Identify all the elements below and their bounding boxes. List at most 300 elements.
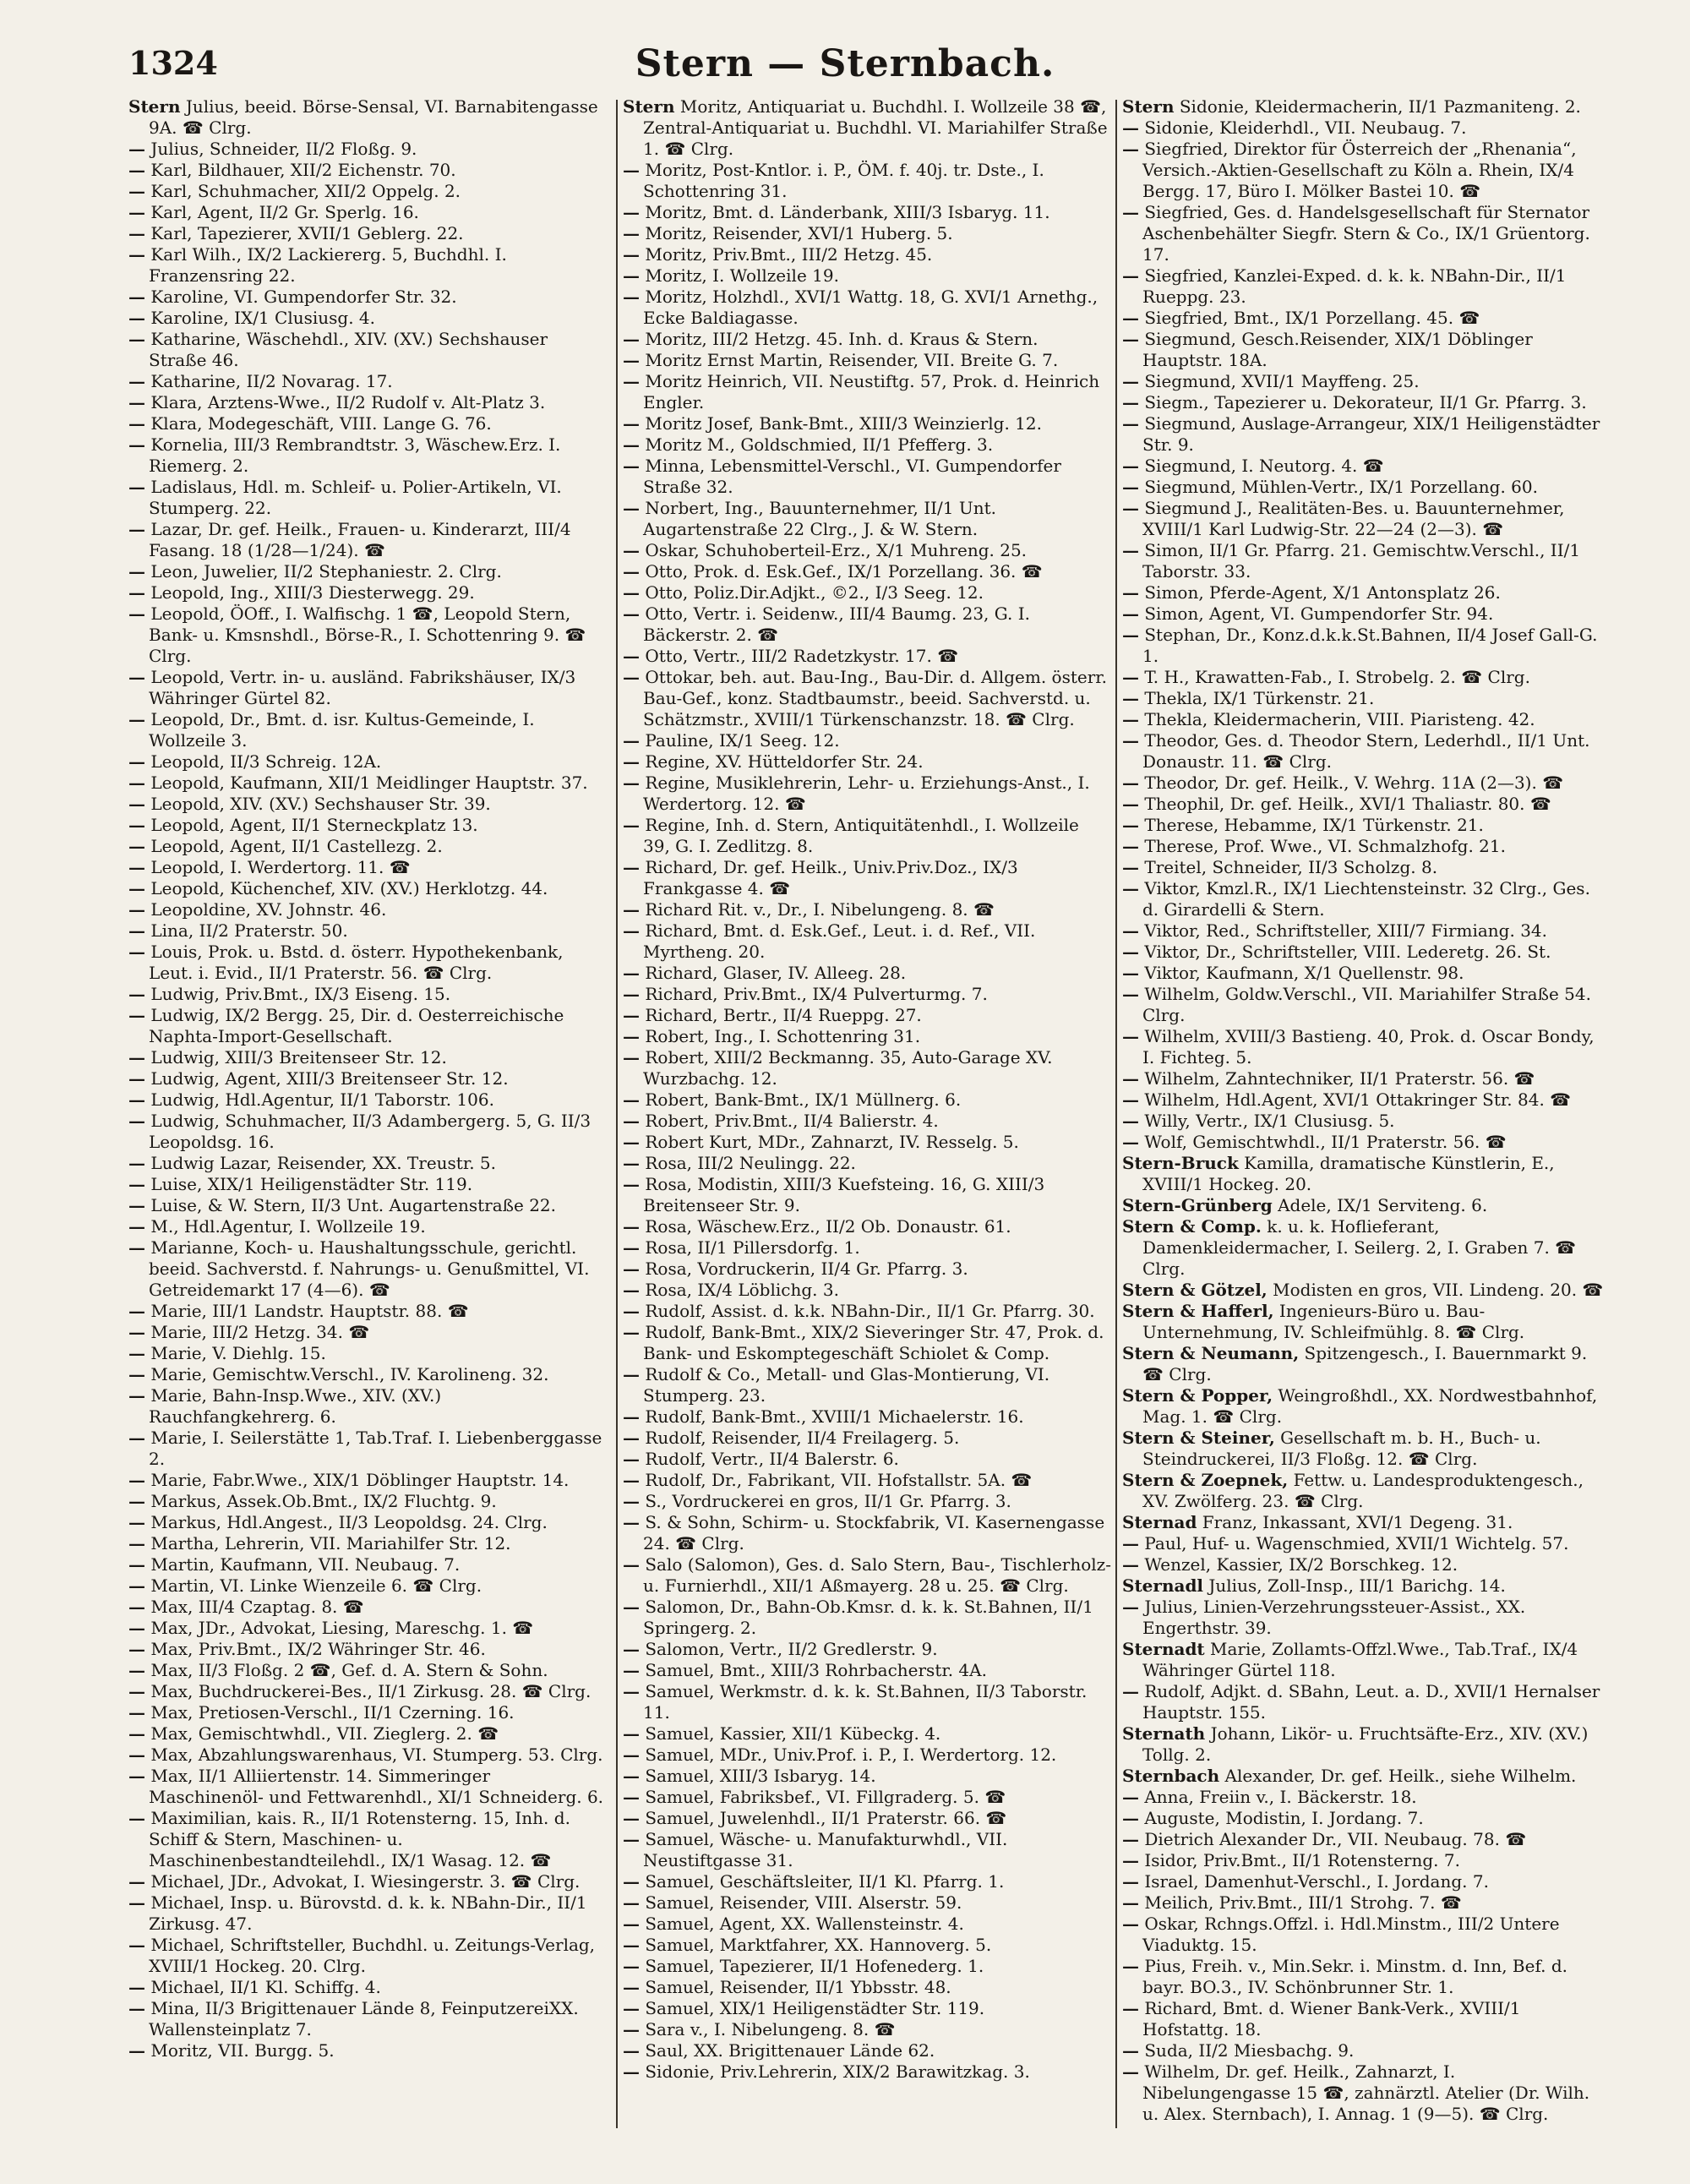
entry-surname: — [128,160,145,180]
directory-entry [128,519,610,561]
directory-entry [623,1998,1111,2019]
directory-entry [1122,1512,1604,1533]
entry-surname: — [623,751,640,772]
entry-surname: — [128,1322,145,1342]
directory-entry [1122,730,1604,773]
entry-surname: — [1122,202,1139,222]
directory-entry [128,181,610,202]
entry-text: Isidor, Priv.Bmt., II/1 Rotensterng. 7. [1144,1850,1460,1870]
entry-surname: — [623,160,640,180]
entry-text: Karl, Schuhmacher, XII/2 Oppelg. 2. [150,181,461,201]
directory-entry [1122,498,1604,540]
entry-surname: — [1122,1871,1139,1892]
entry-text: Viktor, Red., Schriftsteller, XIII/7 Firmiang. 34. [1144,920,1547,941]
directory-entry [128,202,610,223]
entry-text: Ingenieurs-Büro u. Bau-Unternehmung, IV. Schleifmühlg. 8. ☎ Clrg. [1142,1301,1525,1342]
directory-entry [1122,1301,1604,1343]
entry-text: Katharine, II/2 Novarag. 17. [150,371,393,391]
entry-surname: — [1122,1998,1139,2018]
entry-surname: — [623,1026,640,1046]
entry-text: Marie, V. Diehlg. 15. [150,1343,326,1363]
entry-text: Siegmund, Auslage-Arrangeur, XIX/1 Heiligenstädter Str. 9. [1142,413,1600,455]
directory-entry [1122,878,1604,920]
entry-surname: — [128,434,145,455]
entry-text: Siegm., Tapezierer u. Dekorateur, II/1 Gr. Pfarrg. 3. [1144,392,1587,412]
directory-entry [128,1744,610,1766]
entry-surname: Stern & Steiner, [1122,1428,1275,1448]
entry-text: Katharine, Wäschehdl., XIV. (XV.) Sechshauser Straße 46. [149,329,548,370]
directory-entry [128,477,610,519]
entry-text: Rudolf & Co., Metall- und Glas-Montierung, VI. Stumperg. 23. [643,1364,1050,1406]
entry-text: Rudolf, Assist. d. k.k. NBahn-Dir., II/1 Gr. Pfarrg. 30. [645,1301,1095,1321]
entry-surname: Stern & Zoepnek, [1122,1470,1289,1490]
entry-text: Richard Rit. v., Dr., I. Nibelungeng. 8. ☎ [645,899,995,920]
entry-text: Moritz, Bmt. d. Länderbank, XIII/3 Isbaryg. 11. [645,202,1050,222]
entry-surname: — [623,456,640,476]
directory-entry [128,139,610,160]
entry-text: Rudolf, Bank-Bmt., XIX/2 Sieveringer Str. 47, Prok. d. Bank- und Eskomptegeschäft Schiolet & Comp. [643,1322,1104,1363]
entry-text: Ludwig Lazar, Reisender, XX. Treustr. 5. [150,1153,497,1173]
entry-surname: — [623,2040,640,2061]
entry-surname: — [623,1744,640,1765]
directory-entry [623,223,1111,244]
entry-surname: — [128,1385,145,1406]
entry-text: Julius, Schneider, II/2 Floßg. 9. [150,139,417,159]
directory-entry [128,1491,610,1512]
running-head: Stern — Sternbach. [635,42,1055,85]
entry-text: Samuel, XIII/3 Isbaryg. 14. [645,1766,876,1786]
directory-column-2 [623,96,1111,2159]
directory-entry [623,1216,1111,1237]
entry-surname: — [128,878,145,898]
directory-entry [623,1597,1111,1639]
entry-text: Samuel, Kassier, XII/1 Kübeckg. 4. [645,1723,941,1744]
entry-surname: — [623,1005,640,1025]
entry-surname: Stern & Popper, [1122,1385,1273,1406]
entry-surname: — [623,603,640,624]
entry-text: Marie, I. Seilerstätte 1, Tab.Traf. I. Liebenberggasse 2. [149,1428,602,1469]
entry-surname: — [128,1871,145,1892]
entry-text: Stephan, Dr., Konz.d.k.k.St.Bahnen, II/4 Josef Gall-G. 1. [1142,625,1598,666]
entry-surname: Stern & Götzel, [1122,1280,1268,1300]
directory-entry [623,1660,1111,1681]
entry-text: Simon, Agent, VI. Gumpendorfer Str. 94. [1144,603,1494,624]
directory-entry [1122,1808,1604,1829]
directory-entry [128,1111,610,1153]
directory-entry [623,603,1111,646]
directory-entry [128,287,610,308]
directory-entry [1122,96,1604,117]
directory-entry [1122,1470,1604,1512]
directory-entry [128,878,610,899]
entry-text: Luise, XIX/1 Heiligenstädter Str. 119. [150,1174,473,1194]
entry-text: Fettw. u. Landesproduktengesch., XV. Zwölferg. 23. ☎ Clrg. [1142,1470,1584,1511]
directory-entry [1122,1575,1604,1597]
entry-text: Ludwig, XIII/3 Breitenseer Str. 12. [150,1047,447,1067]
entry-text: Therese, Prof. Wwe., VI. Schmalzhofg. 21. [1144,836,1506,856]
entry-text: Maximilian, kais. R., II/1 Rotensterng. 15, Inh. d. Schiff & Stern, Maschinen- u. Maschinenbestandteilehdl., IX/1 Wasag. 12. ☎ [149,1808,570,1870]
entry-text: Klara, Arztens-Wwe., II/2 Rudolf v. Alt-Platz 3. [150,392,546,412]
entry-text: Gesellschaft m. b. H., Buch- u. Steindruckerei, II/3 Floßg. 12. ☎ Clrg. [1142,1428,1541,1469]
directory-entry [623,1174,1111,1216]
entry-text: Viktor, Kmzl.R., IX/1 Liechtensteinstr. 32 Clrg., Ges. d. Girardelli & Stern. [1142,878,1590,920]
entry-text: Marie, Fabr.Wwe., XIX/1 Döblinger Hauptstr. 14. [150,1470,570,1490]
entry-text: Anna, Freiin v., I. Bäckerstr. 18. [1144,1787,1417,1807]
entry-text: Minna, Lebensmittel-Verschl., VI. Gumpendorfer Straße 32. [643,456,1061,497]
entry-text: Israel, Damenhut-Verschl., I. Jordang. 7. [1144,1871,1489,1892]
entry-surname: — [623,1406,640,1427]
entry-surname: — [128,329,145,349]
entry-text: Leopold, I. Werdertorg. 11. ☎ [150,857,411,877]
entry-surname: — [623,287,640,307]
directory-entry [1122,139,1604,202]
directory-entry [128,434,610,477]
directory-entry [623,244,1111,265]
entry-surname: — [623,1132,640,1152]
entry-text: Karoline, VI. Gumpendorfer Str. 32. [150,287,457,307]
directory-entry [128,1618,610,1639]
entry-text: Samuel, Juwelenhdl., II/1 Praterstr. 66. ☎ [645,1808,1007,1828]
entry-surname: — [1122,625,1139,645]
entry-text: Marie, III/2 Hetzg. 34. ☎ [150,1322,370,1342]
directory-entry [623,265,1111,287]
directory-entry [623,287,1111,329]
entry-surname: — [128,1216,145,1237]
entry-surname: — [128,561,145,581]
directory-entry [1122,1111,1604,1132]
directory-entry [1122,117,1604,139]
directory-entry [128,1892,610,1935]
entry-surname: — [1122,1914,1139,1934]
entry-text: Meilich, Priv.Bmt., III/1 Strohg. 7. ☎ [1144,1892,1462,1913]
entry-surname: — [1122,1956,1139,1976]
entry-text: Karl, Bildhauer, XII/2 Eichenstr. 70. [150,160,456,180]
entry-surname: — [623,1428,640,1448]
directory-entry [1122,413,1604,456]
directory-entry [128,392,610,413]
directory-entry [128,1766,610,1808]
directory-entry [623,1554,1111,1597]
directory-entry [1122,1723,1604,1766]
entry-text: Max, Buchdruckerei-Bes., II/1 Zirkusg. 28. ☎ Clrg. [150,1681,592,1701]
entry-text: Siegfried, Kanzlei-Exped. d. k. k. NBahn-Dir., II/1 Rueppg. 23. [1142,265,1567,307]
entry-surname: — [128,1533,145,1553]
entry-text: Samuel, Werkmstr. d. k. k. St.Bahnen, II/3 Taborstr. 11. [643,1681,1088,1723]
entry-surname: — [128,1512,145,1532]
entry-surname: — [623,1597,640,1617]
directory-entry [1122,688,1604,709]
entry-text: Weingroßhdl., XX. Nordwestbahnhof, Mag. 1. ☎ Clrg. [1142,1385,1598,1427]
directory-entry [623,582,1111,603]
entry-text: Moritz, VII. Burgg. 5. [150,2040,335,2061]
directory-entry [623,920,1111,963]
directory-entry [623,1089,1111,1111]
entry-text: Leopold, Dr., Bmt. d. isr. Kultus-Gemeinde, I. Wollzeile 3. [149,709,535,751]
entry-surname: — [128,1111,145,1131]
entry-text: Viktor, Kaufmann, X/1 Quellenstr. 98. [1144,963,1464,983]
entry-surname: — [623,1914,640,1934]
directory-entry [128,1322,610,1343]
entry-text: Moritz M., Goldschmied, II/1 Pfefferg. 3. [645,434,994,455]
directory-entry [128,1047,610,1068]
entry-text: Michael, II/1 Kl. Schiffg. 4. [150,1977,381,1997]
directory-entry [128,413,610,434]
entry-surname: — [128,1998,145,2018]
entry-surname: — [623,582,640,603]
entry-surname: — [128,942,145,962]
entry-text: Rosa, Vordruckerin, II/4 Gr. Pfarrg. 3. [645,1259,968,1279]
entry-text: Franz, Inkassant, XVI/1 Degeng. 31. [1202,1512,1513,1532]
entry-surname: — [128,2040,145,2061]
directory-entry [1122,1787,1604,1808]
entry-surname: — [128,1597,145,1617]
entry-surname: — [623,1449,640,1469]
entry-text: Alexander, Dr. gef. Heilk., siehe Wilhelm. [1224,1766,1577,1786]
entry-surname: — [128,287,145,307]
entry-text: Siegmund J., Realitäten-Bes. u. Bauunternehmer, XVIII/1 Karl Ludwig-Str. 22—24 (2—3). ☎ [1142,498,1565,539]
entry-text: Simon, Pferde-Agent, X/1 Antonsplatz 26. [1144,582,1501,603]
directory-entry [623,1406,1111,1428]
directory-entry [1122,1068,1604,1089]
entry-text: Wilhelm, Zahntechniker, II/1 Praterstr. 56. ☎ [1144,1068,1535,1089]
directory-entry [1122,1914,1604,1956]
entry-surname: — [623,265,640,286]
directory-entry [623,857,1111,899]
entry-text: Ludwig, Hdl.Agentur, II/1 Taborstr. 106. [150,1089,494,1110]
entry-text: Markus, Assek.Ob.Bmt., IX/2 Fluchtg. 9. [150,1491,497,1511]
entry-text: Robert, Priv.Bmt., II/4 Balierstr. 4. [645,1111,939,1131]
entry-surname: — [128,1237,145,1258]
directory-entry [128,1195,610,1216]
directory-entry [623,1301,1111,1322]
entry-text: Max, JDr., Advokat, Liesing, Mareschg. 1. ☎ [150,1618,534,1638]
directory-entry [128,1512,610,1533]
directory-entry [128,96,610,139]
directory-entry [1122,477,1604,498]
entry-surname: — [128,1744,145,1765]
entry-text: Samuel, Reisender, II/1 Ybbsstr. 48. [645,1977,951,1997]
entry-text: Johann, Likör- u. Fruchtsäfte-Erz., XIV. (XV.) Tollg. 2. [1142,1723,1589,1765]
directory-entry [128,857,610,878]
entry-surname: — [128,582,145,603]
directory-entry [623,1153,1111,1174]
entry-text: Samuel, Reisender, VIII. Alserstr. 59. [645,1892,962,1913]
entry-surname: — [128,139,145,159]
directory-entry [128,1639,610,1660]
entry-surname: — [1122,667,1139,687]
directory-entry [623,1280,1111,1301]
entry-surname: — [623,223,640,243]
entry-surname: — [1122,477,1139,497]
directory-entry [623,984,1111,1005]
directory-entry [623,2040,1111,2061]
directory-entry [1122,392,1604,413]
entry-surname: — [128,1681,145,1701]
entry-surname: — [128,371,145,391]
directory-entry [128,1470,610,1491]
entry-surname: — [623,1935,640,1955]
entry-surname: — [1122,456,1139,476]
entry-text: Max, III/4 Czaptag. 8. ☎ [150,1597,364,1617]
entry-text: Moritz, Post-Kntlor. i. P., ÖM. f. 40j. tr. Dste., I. Schottenring 31. [643,160,1044,201]
directory-entry [623,1364,1111,1406]
entry-surname: — [128,667,145,687]
directory-entry [623,1322,1111,1364]
entry-text: Marie, Zollamts-Offzl.Wwe., Tab.Traf., IX/4 Währinger Gürtel 118. [1142,1639,1578,1680]
entry-surname: — [128,773,145,793]
directory-entry [1122,963,1604,984]
entry-surname: — [1122,963,1139,983]
entry-surname: — [623,1766,640,1786]
entry-surname: — [1122,857,1139,877]
directory-entry [623,1808,1111,1829]
directory-entry [1122,1871,1604,1892]
entry-text: Pauline, IX/1 Seeg. 12. [645,730,840,751]
directory-entry [1122,1829,1604,1850]
entry-text: Karoline, IX/1 Clusiusg. 4. [150,308,375,328]
entry-text: Max, Gemischtwhdl., VII. Zieglerg. 2. ☎ [150,1723,499,1744]
directory-entry [623,963,1111,984]
directory-entry [623,1470,1111,1491]
directory-entry [623,1512,1111,1554]
entry-text: Sara v., I. Nibelungeng. 8. ☎ [645,2019,896,2039]
entry-text: Siegmund, XVII/1 Mayffeng. 25. [1144,371,1420,391]
entry-surname: — [128,1174,145,1194]
entry-surname: — [128,899,145,920]
directory-entry [128,1554,610,1575]
entry-text: Norbert, Ing., Bauunternehmer, II/1 Unt. Augartenstraße 22 Clrg., J. & W. Stern. [643,498,996,539]
entry-surname: — [623,1808,640,1828]
entry-surname: — [128,1068,145,1089]
entry-surname: — [128,1618,145,1638]
directory-entry [623,1787,1111,1808]
entry-text: Samuel, Tapezierer, II/1 Hofenederg. 1. [645,1956,984,1976]
entry-text: Auguste, Modistin, I. Jordang. 7. [1144,1808,1424,1828]
entry-surname: — [128,181,145,201]
entry-text: Julius, beeid. Börse-Sensal, VI. Barnabitengasse 9A. ☎ Clrg. [149,96,598,138]
entry-surname: Stern-Grünberg [1122,1195,1273,1215]
entry-surname: — [1122,1554,1139,1575]
entry-text: Samuel, Wäsche- u. Manufakturwhdl., VII. Neustiftgasse 31. [643,1829,1008,1870]
entry-text: Richard, Bertr., II/4 Rueppg. 27. [645,1005,922,1025]
entry-text: Samuel, MDr., Univ.Prof. i. P., I. Werdertorg. 12. [645,1744,1057,1765]
directory-entry [128,667,610,709]
entry-text: S., Vordruckerei en gros, II/1 Gr. Pfarrg. 3. [645,1491,1011,1511]
directory-entry [623,1005,1111,1026]
entry-surname: — [128,836,145,856]
directory-entry [1122,857,1604,878]
entry-surname: — [623,1871,640,1892]
directory-entry [1122,1216,1604,1280]
directory-entry [1122,773,1604,794]
directory-entry [1122,1554,1604,1575]
entry-text: Salomon, Vertr., II/2 Gredlerstr. 9. [645,1639,938,1659]
entry-surname: — [623,1153,640,1173]
directory-entry [128,794,610,815]
directory-entry [1122,202,1604,265]
directory-entry [1122,2061,1604,2125]
entry-surname: — [1122,878,1139,898]
entry-surname: — [1122,603,1139,624]
directory-entry [1122,1280,1604,1301]
directory-entry [623,646,1111,667]
directory-entry [623,1047,1111,1089]
entry-text: Otto, Vertr., III/2 Radetzkystr. 17. ☎ [645,646,959,666]
entry-surname: — [623,1491,640,1511]
entry-text: Salomon, Dr., Bahn-Ob.Kmsr. d. k. k. St.Bahnen, II/1 Springerg. 2. [643,1597,1093,1638]
entry-text: Otto, Poliz.Dir.Adjkt., ©2., I/3 Seeg. 12. [645,582,984,603]
directory-entry [1122,794,1604,815]
entry-surname: — [1122,1787,1139,1807]
entry-surname: — [128,1723,145,1744]
directory-entry [1122,667,1604,688]
entry-surname: — [1122,1089,1139,1110]
directory-entry [128,1935,610,1977]
entry-text: Simon, II/1 Gr. Pfarrg. 21. Gemischtw.Verschl., II/1 Taborstr. 33. [1142,540,1581,581]
entry-surname: — [623,899,640,920]
directory-entry [128,1174,610,1195]
entry-surname: — [623,1216,640,1237]
entry-text: Moritz, I. Wollzeile 19. [645,265,839,286]
entry-surname: — [128,1005,145,1025]
entry-text: Rudolf, Dr., Fabrikant, VII. Hofstallstr. 5A. ☎ [645,1470,1033,1490]
entry-surname: — [1122,2061,1139,2082]
directory-entry [1122,1639,1604,1681]
entry-surname: — [1122,540,1139,560]
entry-text: Wilhelm, Dr. gef. Heilk., Zahnarzt, I. Nibelungengasse 15 ☎, zahnärztl. Atelier (Dr. Wilh. u. Alex. Sternbach), I. Annag. 1 (9—5). ☎ Clrg. [1142,2061,1590,2124]
entry-text: Karl Wilh., IX/2 Lackiererg. 5, Buchdhl. I. Franzensring 22. [149,244,507,286]
entry-surname: — [128,244,145,265]
directory-entry [128,1660,610,1681]
directory-entry [128,1428,610,1470]
entry-surname: — [128,223,145,243]
directory-entry [128,223,610,244]
entry-surname: — [623,667,640,687]
entry-surname: — [1122,1026,1139,1046]
entry-surname: — [1122,265,1139,286]
entry-surname: Stern [623,96,675,117]
directory-entry [1122,1681,1604,1723]
entry-surname: — [1122,1597,1139,1617]
entry-text: Martha, Lehrerin, VII. Mariahilfer Str. 12. [150,1533,511,1553]
entry-text: Leon, Juwelier, II/2 Stephaniestr. 2. Clrg. [150,561,502,581]
entry-text: Moritz Josef, Bank-Bmt., XIII/3 Weinzierlg. 12. [645,413,1042,434]
entry-surname: — [1122,413,1139,434]
entry-surname: — [623,646,640,666]
entry-surname: — [623,1956,640,1976]
entry-text: Samuel, Fabriksbef., VI. Fillgraderg. 5. ☎ [645,1787,1006,1807]
entry-surname: Stern [128,96,181,117]
directory-entry [1122,1597,1604,1639]
entry-text: Richard, Bmt. d. Esk.Gef., Leut. i. d. Ref., VII. Myrtheng. 20. [643,920,1036,962]
entry-surname: — [1122,1829,1139,1849]
entry-surname: — [623,1089,640,1110]
entry-text: Leopold, Kaufmann, XII/1 Meidlinger Hauptstr. 37. [150,773,588,793]
entry-text: Wenzel, Kassier, IX/2 Borschkeg. 12. [1144,1554,1458,1575]
entry-text: Samuel, Bmt., XIII/3 Rohrbacherstr. 4A. [645,1660,987,1680]
entry-text: Luise, & W. Stern, II/3 Unt. Augartenstraße 22. [150,1195,557,1215]
directory-entry [128,709,610,751]
entry-surname: — [128,984,145,1004]
entry-text: Ottokar, beh. aut. Bau-Ing., Bau-Dir. d. Allgem. österr. Bau-Gef., konz. Stadtbaumstr., beeid. Sachverstd. u. Schätzmstr., XVIII/1 Türkenschanzstr. 18. ☎ Clrg. [643,667,1107,729]
entry-text: Karl, Tapezierer, XVII/1 Geblerg. 22. [150,223,464,243]
entry-text: Theophil, Dr. gef. Heilk., XVI/1 Thaliastr. 80. ☎ [1144,794,1551,814]
directory-entry [623,1871,1111,1892]
entry-text: Rosa, Modistin, XIII/3 Kuefsteing. 16, G. XIII/3 Breitenseer Str. 9. [643,1174,1045,1215]
entry-text: Martin, VI. Linke Wienzeile 6. ☎ Clrg. [150,1575,482,1596]
directory-entry [623,1111,1111,1132]
entry-text: Oskar, Rchngs.Offzl. i. Hdl.Minstm., III/2 Untere Viaduktg. 15. [1142,1914,1560,1955]
